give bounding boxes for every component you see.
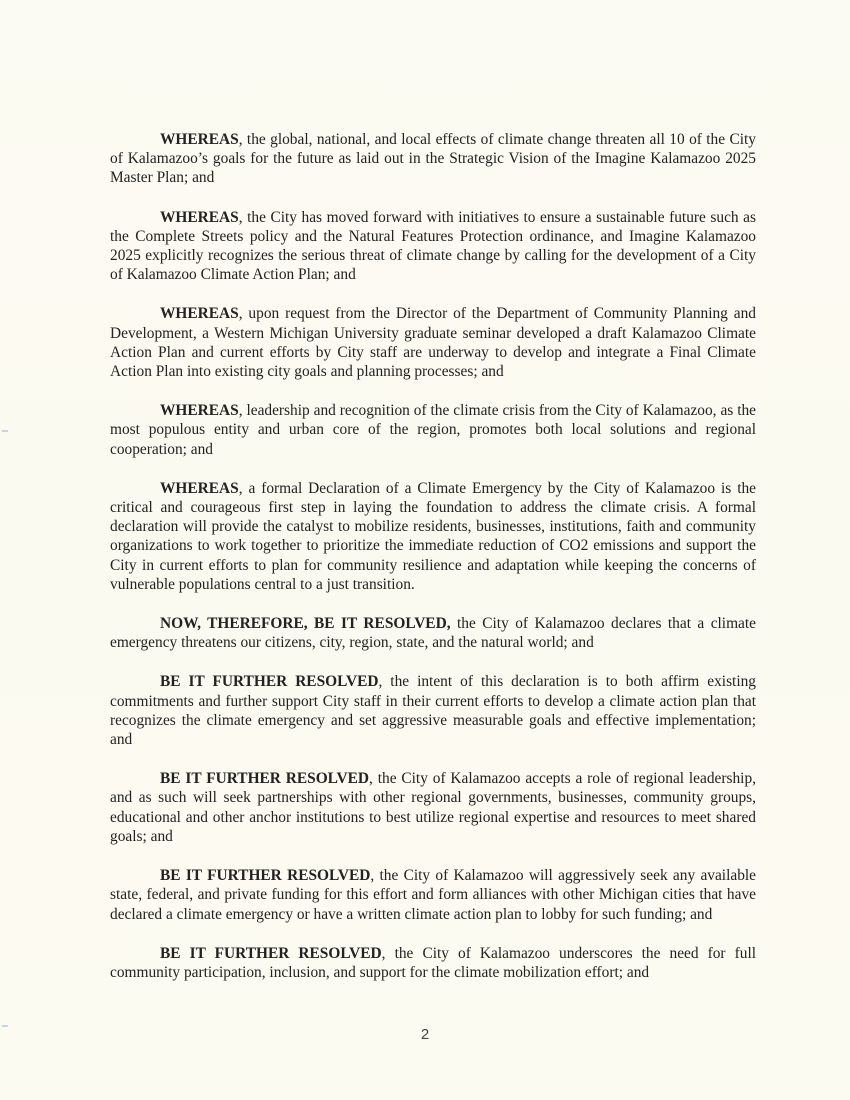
paragraph-text: , the global, national, and local effects of climate change threaten all 10 of the City of Kalamazoo’s goals for the future as laid out in the Strategic Vision of the Imagine Kalamazoo 2025 Master Plan; and [110,131,756,187]
paragraph-lead: WHEREAS [160,208,239,226]
further-resolved-paragraph [110,866,756,924]
whereas-paragraph [110,130,756,188]
paragraph-text: , upon request from the Director of the Department of Community Planning and Development, a Western Michigan University graduate seminar developed a draft Kalamazoo Climate Action Plan and current efforts by City staff are underway to develop and integrate a Final Climate Action Plan into existing city goals and planning processes; and [110,305,756,381]
paragraph-text: , leadership and recognition of the climate crisis from the City of Kalamazoo, as the most populous entity and urban core of the region, promotes both local solutions and regional cooperation; and [110,402,756,458]
paragraph-text: the City of Kalamazoo declares that a climate emergency threatens our citizens, city, region, state, and the natural world; and [110,615,756,652]
paragraph-text: , the City of Kalamazoo underscores the need for full community participation, inclusion, and support for the climate mobilization effort; and [110,944,756,981]
resolution-body [110,130,756,1002]
paragraph-text: , the City of Kalamazoo will aggressively seek any available state, federal, and private funding for this effort and form alliances with other Michigan cities that have declared a climate emergency or have a written climate action plan to lobby for such funding; and [110,867,756,923]
paragraph-lead: BE IT FURTHER RESOLVED [160,673,379,691]
paragraph-lead: WHEREAS [160,131,239,148]
further-resolved-paragraph [110,672,756,749]
paragraph-lead: NOW, THEREFORE, BE IT RESOLVED, [160,615,451,633]
whereas-paragraph [110,304,756,381]
further-resolved-paragraph [110,769,756,846]
whereas-paragraph [110,208,756,285]
scan-edge-mark [2,430,8,432]
paragraph-text: , the City has moved forward with initiatives to ensure a sustainable future such as the Complete Streets policy and the Natural Features Protection ordinance, and Imagine Kalamazoo 2025 explicitly recognizes the serious threat of climate change by calling for the development of a City of Kalamazoo Climate Action Plan; and [110,208,756,284]
paragraph-lead: BE IT FURTHER RESOLVED [160,770,370,788]
whereas-paragraph [110,479,756,594]
paragraph-lead: WHEREAS [160,402,239,420]
paragraph-text: , a formal Declaration of a Climate Emergency by the City of Kalamazoo is the critical and courageous first step in laying the foundation to address the climate crisis. A formal declaration will provide the catalyst to mobilize residents, businesses, institutions, faith and community organizations to work together to prioritize the immediate reduction of CO2 emissions and support the City in current efforts to plan for community resilience and adaptation while keeping the concerns of vulnerable populations central to a just transition. [110,479,756,593]
page-number: 2 [420,1026,430,1043]
paragraph-text: , the City of Kalamazoo accepts a role of regional leadership, and as such will seek partnerships with other regional governments, businesses, community groups, educational and other anchor institutions to best utilize regional expertise and resources to meet shared goals; and [110,770,756,845]
resolved-paragraph [110,614,756,652]
paragraph-lead: WHEREAS [160,305,239,323]
paragraph-lead: BE IT FURTHER RESOLVED [160,944,382,962]
further-resolved-paragraph [110,944,756,982]
paragraph-lead: BE IT FURTHER RESOLVED [160,867,371,885]
paragraph-text: , the intent of this declaration is to both affirm existing commitments and further support City staff in their current efforts to develop a climate action plan that recognizes the climate emergency and set aggressive measurable goals and effective implementation; and [110,673,757,749]
paragraph-lead: WHEREAS [160,479,239,497]
whereas-paragraph [110,401,756,459]
